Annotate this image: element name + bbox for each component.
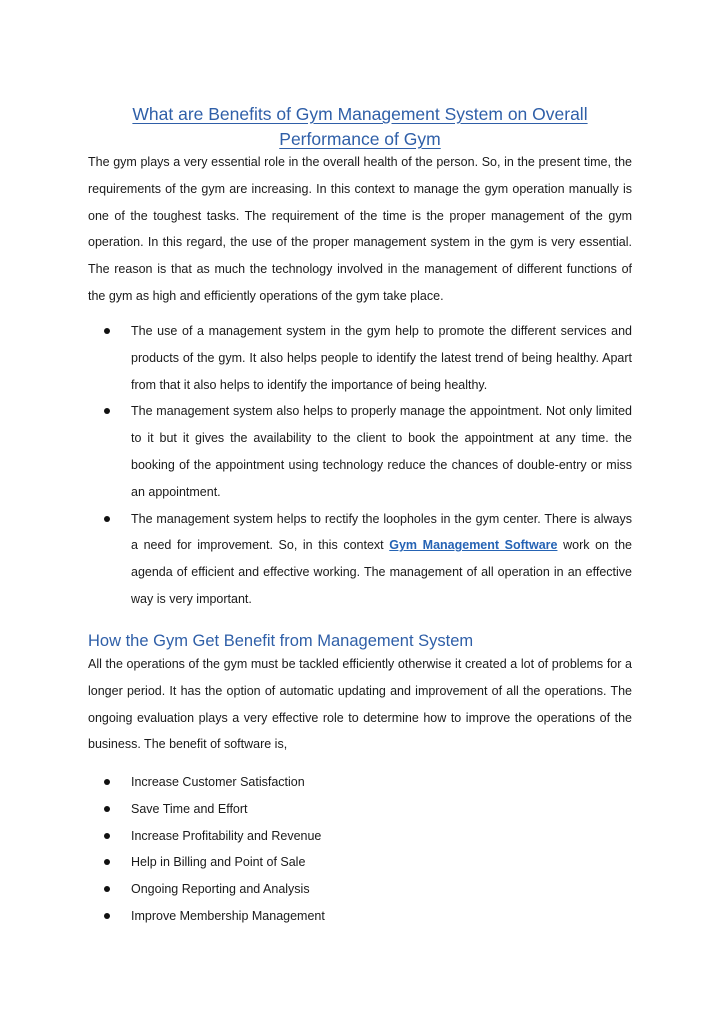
list-item bbox=[88, 796, 632, 823]
section-heading: How the Gym Get Benefit from Management System bbox=[88, 632, 474, 650]
bullet-icon bbox=[104, 408, 110, 414]
list-item-text: Save Time and Effort bbox=[131, 801, 248, 816]
page-title bbox=[88, 102, 632, 152]
intro-paragraph: The gym plays a very essential role in the overall health of the person. So, in the present time, the requirements of the gym are increasing. In this context to manage the gym operation manually is one of the toughest tasks. The requirement of the time is the proper management of the gym operation. In this regard, the use of the proper management system in the gym is very essential. The reason is that as much the technology involved in the management of different functions of the gym as high and efficiently operations of the gym take place. bbox=[88, 155, 632, 303]
list-item bbox=[88, 876, 632, 903]
list-item-text-before-link: The management system helps to rectify the loopholes in the gym center. There is always a need for improvement. So, in this context bbox=[131, 511, 632, 553]
bullet-icon bbox=[104, 859, 110, 865]
bullet-icon bbox=[104, 913, 110, 919]
list-item-text: The use of a management system in the gym help to promote the different services and products of the gym. It also helps people to identify the latest trend of being healthy. Apart from that it also helps to identify the importance of being healthy. bbox=[131, 324, 632, 392]
bullet-icon bbox=[104, 806, 110, 812]
title-line-1: What are Benefits of Gym Management System on Overall bbox=[132, 104, 588, 124]
list-item bbox=[88, 849, 632, 876]
list-item bbox=[88, 903, 632, 930]
bullet-icon bbox=[104, 833, 110, 839]
list-item-text: Increase Customer Satisfaction bbox=[131, 775, 305, 789]
bullet-icon bbox=[104, 886, 110, 892]
list-item bbox=[88, 823, 632, 850]
list-item bbox=[88, 318, 632, 398]
list-item-text: The management system also helps to properly manage the appointment. Not only limited to it but it gives the availability to the client to book the appointment at any time. the booking of the appointment using technology reduce the chances of double-entry or miss an appointment. bbox=[131, 404, 632, 499]
bullet-icon bbox=[104, 779, 110, 785]
benefit-points-list bbox=[88, 318, 632, 613]
list-item-text: Ongoing Reporting and Analysis bbox=[131, 882, 310, 897]
list-item-text: Help in Billing and Point of Sale bbox=[131, 855, 306, 870]
software-benefits-list bbox=[88, 769, 632, 930]
list-item bbox=[88, 506, 632, 613]
list-item-text: Increase Profitability and Revenue bbox=[131, 828, 322, 843]
bullet-icon bbox=[104, 516, 110, 522]
bullet-icon bbox=[104, 328, 110, 334]
list-item-text: Improve Membership Management bbox=[131, 908, 325, 923]
section-paragraph: All the operations of the gym must be tackled efficiently otherwise it created a lot of problems for a longer period. It has the option of automatic updating and improvement of all the operations. The ongoing evaluation plays a very effective role to determine how to improve the operations of the business. The benefit of software is, bbox=[88, 657, 632, 752]
gym-management-software-link[interactable]: Gym Management Software bbox=[389, 538, 558, 553]
list-item bbox=[88, 769, 632, 796]
list-item bbox=[88, 398, 632, 505]
title-line-2: Performance of Gym bbox=[279, 129, 441, 149]
list-item-text-after-link: work on the agenda of efficient and effective working. The management of all operation in an effective way is very important. bbox=[131, 538, 632, 606]
